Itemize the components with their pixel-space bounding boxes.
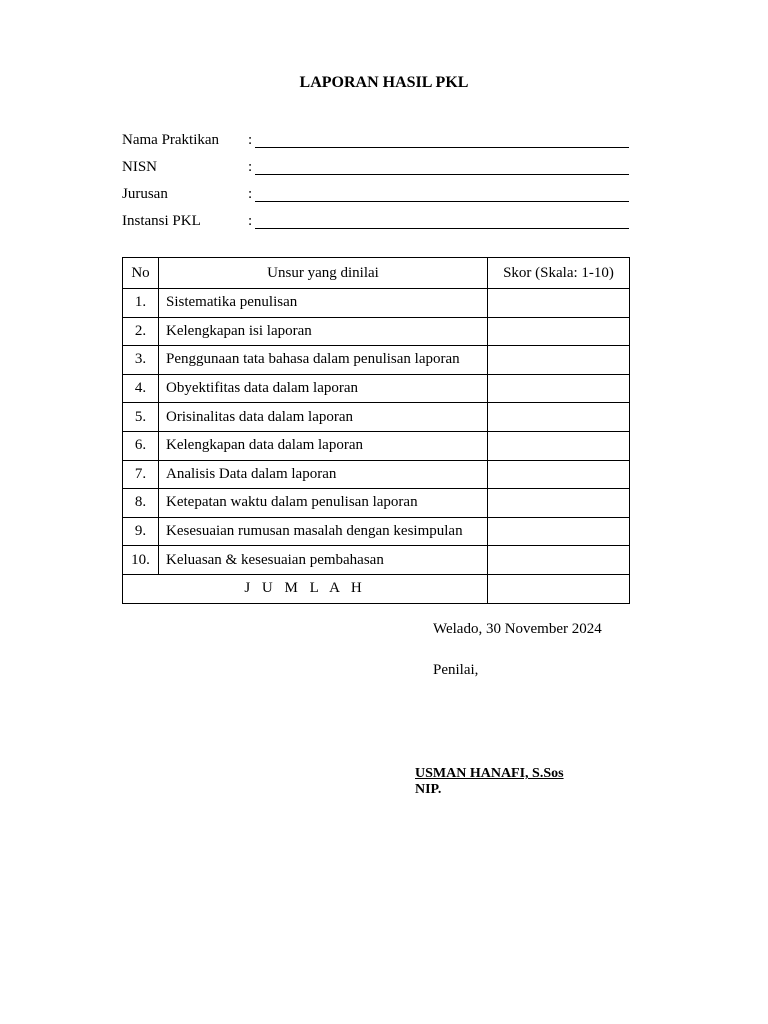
row-item: Obyektifitas data dalam laporan <box>159 374 488 403</box>
row-number: 6. <box>123 431 159 460</box>
field-separator: : <box>248 186 253 202</box>
table-row <box>123 374 630 403</box>
row-score-cell[interactable] <box>488 374 630 403</box>
row-item: Kesesuaian rumusan masalah dengan kesimpulan <box>159 517 488 546</box>
field-label: Instansi PKL <box>122 213 201 229</box>
assessment-table <box>122 257 630 604</box>
table-row <box>123 546 630 575</box>
total-score-cell[interactable] <box>488 574 630 603</box>
row-item: Kelengkapan isi laporan <box>159 317 488 346</box>
row-item: Sistematika penulisan <box>159 289 488 318</box>
assessor-nip: NIP. <box>415 782 442 797</box>
row-number: 9. <box>123 517 159 546</box>
row-number: 5. <box>123 403 159 432</box>
field-label: Jurusan <box>122 186 168 202</box>
place-date: Welado, 30 November 2024 <box>433 621 602 637</box>
table-row <box>123 346 630 375</box>
header-item: Unsur yang dinilai <box>159 258 488 289</box>
fill-in-line[interactable] <box>255 147 629 148</box>
total-label: J U M L A H <box>123 574 488 603</box>
row-number: 3. <box>123 346 159 375</box>
table-header-row <box>123 258 630 289</box>
assessor-role: Penilai, <box>433 662 479 678</box>
row-number: 4. <box>123 374 159 403</box>
assessor-name: USMAN HANAFI, S.Sos <box>415 766 564 781</box>
row-item: Orisinalitas data dalam laporan <box>159 403 488 432</box>
field-separator: : <box>248 159 253 175</box>
row-score-cell[interactable] <box>488 431 630 460</box>
row-score-cell[interactable] <box>488 489 630 518</box>
row-number: 7. <box>123 460 159 489</box>
row-item: Ketepatan waktu dalam penulisan laporan <box>159 489 488 518</box>
table-row <box>123 460 630 489</box>
fill-in-line[interactable] <box>255 201 629 202</box>
row-number: 1. <box>123 289 159 318</box>
row-score-cell[interactable] <box>488 546 630 575</box>
field-separator: : <box>248 213 253 229</box>
table-row <box>123 289 630 318</box>
table-row <box>123 403 630 432</box>
row-score-cell[interactable] <box>488 460 630 489</box>
field-separator: : <box>248 132 253 148</box>
row-item: Analisis Data dalam laporan <box>159 460 488 489</box>
row-item: Keluasan & kesesuaian pembahasan <box>159 546 488 575</box>
row-score-cell[interactable] <box>488 346 630 375</box>
header-no: No <box>123 258 159 289</box>
field-jurusan <box>122 186 629 206</box>
field-nisn <box>122 159 629 179</box>
row-score-cell[interactable] <box>488 403 630 432</box>
fill-in-line[interactable] <box>255 174 629 175</box>
row-item: Penggunaan tata bahasa dalam penulisan laporan <box>159 346 488 375</box>
field-label: NISN <box>122 159 158 175</box>
row-item: Kelengkapan data dalam laporan <box>159 431 488 460</box>
table-row <box>123 431 630 460</box>
table-row <box>123 517 630 546</box>
row-number: 2. <box>123 317 159 346</box>
table-row <box>123 317 630 346</box>
total-row <box>123 574 630 603</box>
header-score: Skor (Skala: 1-10) <box>488 258 630 289</box>
field-instansi-pkl <box>122 213 629 233</box>
row-score-cell[interactable] <box>488 289 630 318</box>
row-score-cell[interactable] <box>488 517 630 546</box>
document-title: LAPORAN HASIL PKL <box>299 74 469 91</box>
field-nama-praktikan <box>122 132 629 152</box>
row-number: 8. <box>123 489 159 518</box>
table-row <box>123 489 630 518</box>
fill-in-line[interactable] <box>255 228 629 229</box>
field-label: Nama Praktikan <box>122 132 220 148</box>
row-number: 10. <box>123 546 159 575</box>
row-score-cell[interactable] <box>488 317 630 346</box>
